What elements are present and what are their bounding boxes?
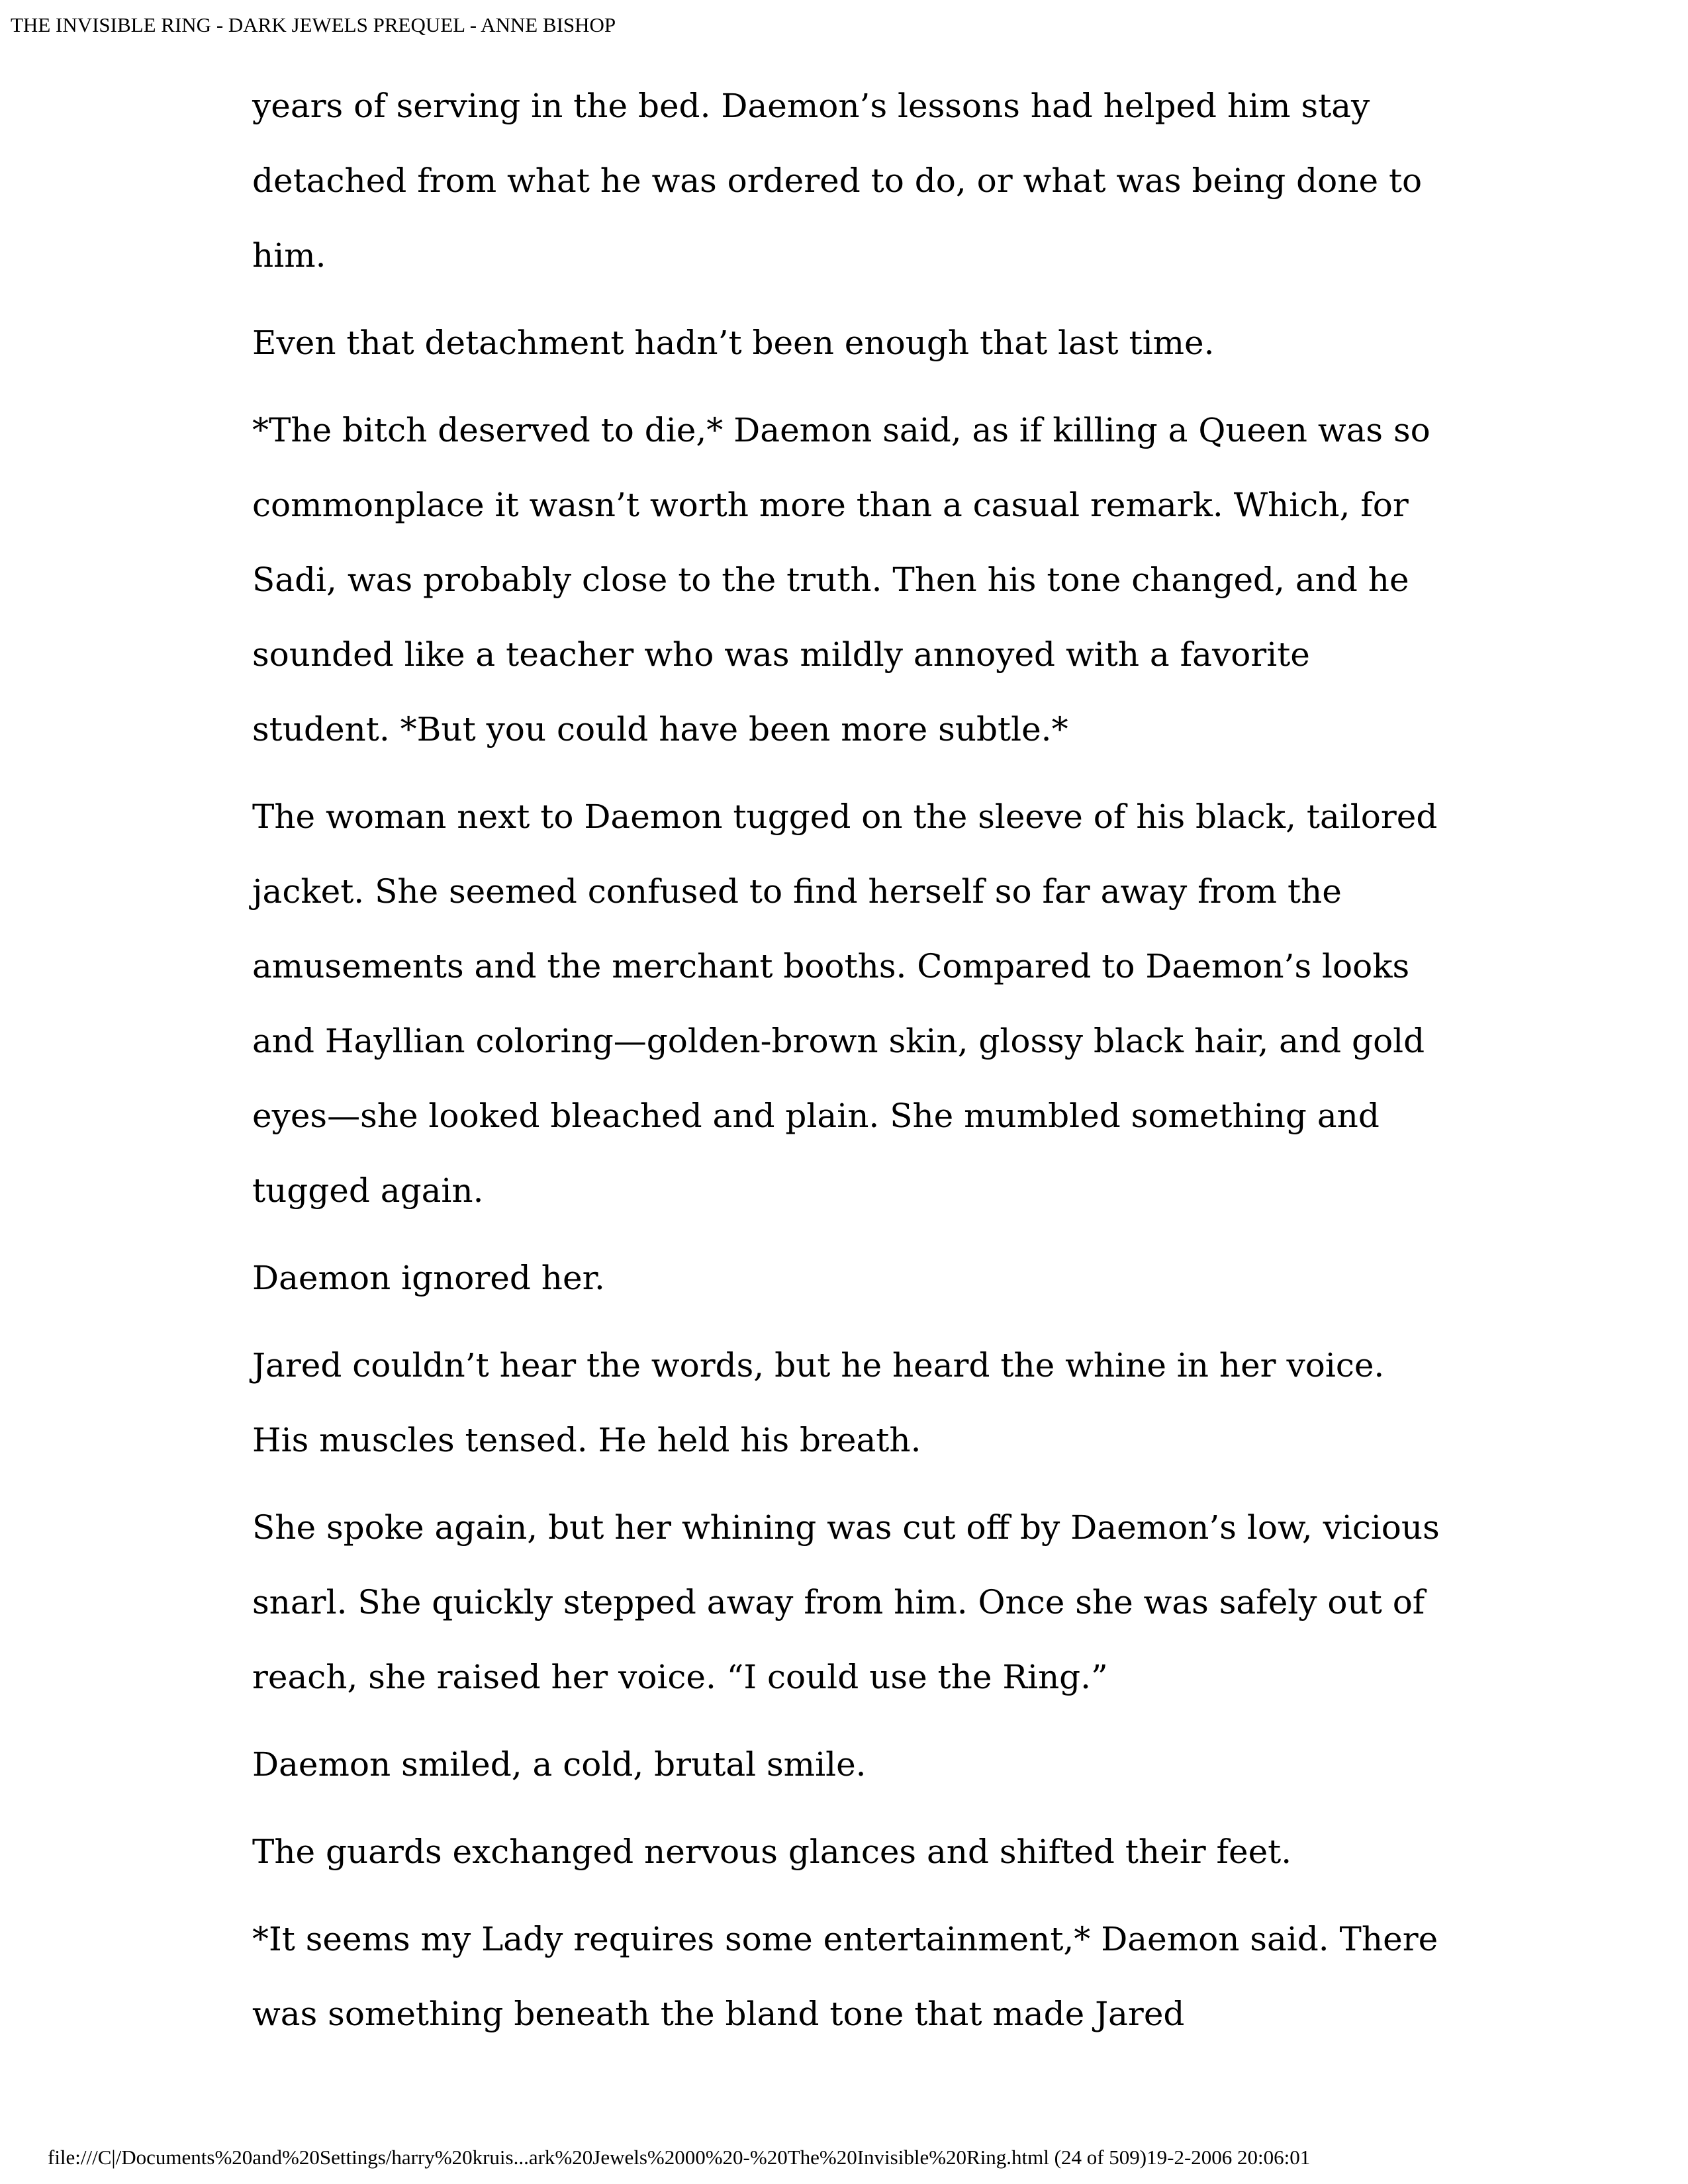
paragraph: Daemon smiled, a cold, brutal smile. bbox=[252, 1745, 867, 1784]
paragraph: *The bitch deserved to die,* Daemon said, as if killing a Queen was so commonplace it wasn’t worth more than a casual remark. Which, for Sadi, was probably close to the truth. Then his tone changed, and he sounded like a teacher who was mildly annoyed with a favorite student. *But you could have been more subtle.* bbox=[252, 411, 1430, 749]
paragraph: *It seems my Lady requires some entertainment,* Daemon said. There was something beneath the bland tone that made Jared bbox=[252, 1920, 1438, 2033]
paragraph: The guards exchanged nervous glances and shifted their feet. bbox=[252, 1833, 1292, 1871]
page-footer: file:///C|/Documents%20and%20Settings/harry%20kruis...ark%20Jewels%2000%20-%20The%20Invisible%20Ring.html (24 of 509)19-2-2006 20:06:01 bbox=[48, 2146, 1311, 2169]
paragraph: The woman next to Daemon tugged on the sleeve of his black, tailored jacket. She seemed confused to find herself so far away from the amusements and the merchant booths. Compared to Daemon’s looks and Hayllian coloring—golden-brown skin, glossy black hair, and gold eyes—she looked bleached and plain. She mumbled something and tugged again. bbox=[252, 797, 1438, 1210]
paragraph: Even that detachment hadn’t been enough that last time. bbox=[252, 324, 1215, 362]
paragraph: years of serving in the bed. Daemon’s lessons had helped him stay detached from what he was ordered to do, or what was being done to him. bbox=[252, 87, 1423, 275]
page-header: THE INVISIBLE RING - DARK JEWELS PREQUEL - ANNE BISHOP bbox=[11, 13, 616, 36]
paragraph: Daemon ignored her. bbox=[252, 1259, 605, 1297]
body-text bbox=[252, 69, 1444, 2064]
paragraph: She spoke again, but her whining was cut off by Daemon’s low, vicious snarl. She quickly stepped away from him. Once she was safely out of reach, she raised her voice. “I could use the Ring.” bbox=[252, 1508, 1440, 1696]
paragraph: Jared couldn’t hear the words, but he heard the whine in her voice. His muscles tensed. He held his breath. bbox=[252, 1346, 1385, 1459]
